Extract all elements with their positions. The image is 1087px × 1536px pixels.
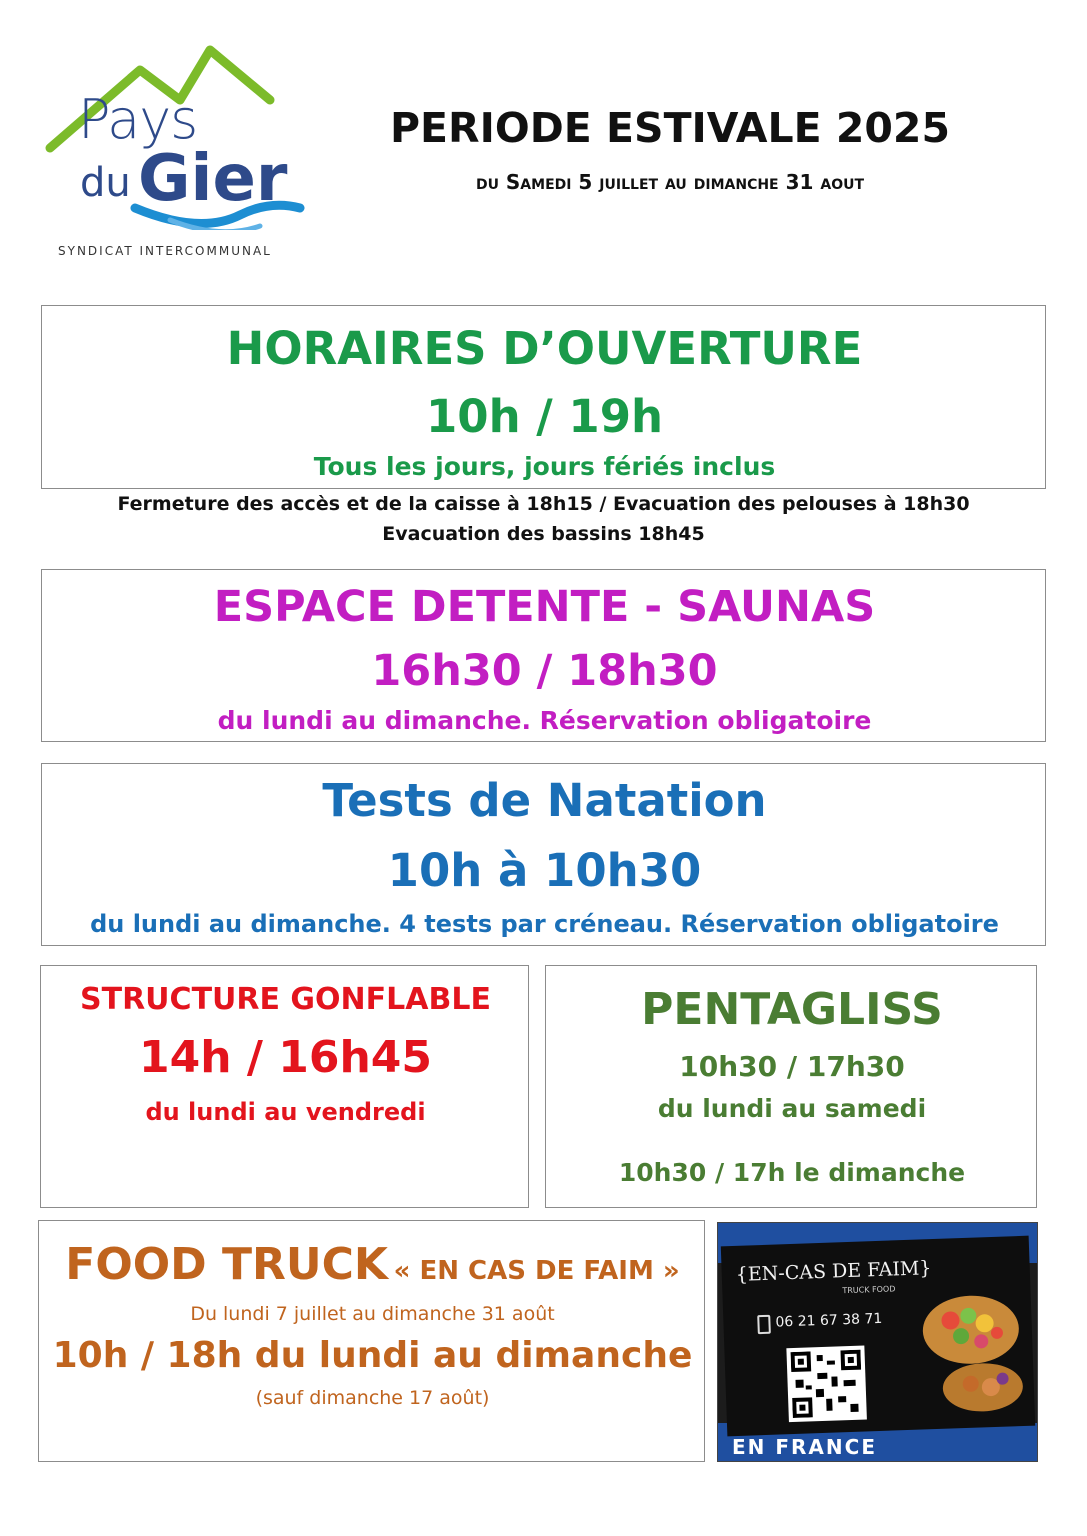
food-truck-dates: Du lundi 7 juillet au dimanche 31 août [190,1303,555,1325]
inflatable-time: 14h / 16h45 [138,1032,433,1083]
pentagliss-sunday: 10h30 / 17h le dimanche [618,1158,966,1187]
logo-text-pays: Pays [78,88,198,151]
pentagliss-box [545,965,1037,1208]
inflatable-title: STRUCTURE GONFLABLE [80,982,491,1017]
food-bowl-icon [907,1286,1026,1420]
saunas-time: 16h30 / 18h30 [371,646,718,696]
logo-subtitle: SYNDICAT INTERCOMMUNAL [58,244,272,258]
pentagliss-title: PENTAGLISS [641,984,943,1035]
opening-hours-title: HORAIRES D’OUVERTURE [226,322,863,375]
opening-hours-box [41,305,1046,489]
card-phone: 06 21 67 38 71 [775,1310,883,1331]
business-card [721,1236,1035,1437]
opening-hours-days: Tous les jours, jours fériés inclus [313,452,776,481]
page-subtitle: du Samedi 5 juillet au dimanche 31 aout [475,170,865,194]
logo-text-gier: Gier [138,142,288,216]
swim-tests-days: du lundi au dimanche. 4 tests par créneau. Réservation obligatoire [90,910,999,938]
closing-note-1: Fermeture des accès et de la caisse à 18h15 / Evacuation des pelouses à 18h30 [117,493,970,515]
saunas-days: du lundi au dimanche. Réservation obligatoire [217,706,872,735]
logo-text-du: du [80,160,131,206]
food-truck-card-photo [717,1222,1038,1462]
food-truck-title-sub: « EN CAS DE FAIM » [393,1256,680,1286]
card-brand: {EN-CAS DE FAIM} [735,1257,932,1286]
food-truck-exception: (sauf dimanche 17 août) [255,1387,490,1409]
food-truck-title [39,1239,706,1290]
food-truck-title-main: FOOD TRUCK [65,1239,389,1290]
saunas-box [41,569,1046,742]
saunas-title: ESPACE DETENTE - SAUNAS [213,582,876,632]
swim-tests-time: 10h à 10h30 [387,844,702,897]
photo-footer-text: EN FRANCE [732,1435,877,1459]
card-tagline: TRUCK FOOD [842,1284,896,1296]
opening-hours-time: 10h / 19h [425,390,664,443]
pentagliss-time: 10h30 / 17h30 [679,1050,905,1083]
phone-icon [757,1315,771,1334]
pentagliss-days: du lundi au samedi [657,1094,927,1123]
swim-tests-title: Tests de Natation [322,774,767,827]
qr-code-icon [786,1345,867,1422]
food-truck-hours: 10h / 18h du lundi au dimanche [52,1335,693,1376]
food-truck-box [38,1220,705,1462]
closing-note-2: Evacuation des bassins 18h45 [382,523,705,545]
inflatable-days: du lundi au vendredi [145,1098,426,1126]
pays-du-gier-logo [30,30,315,285]
inflatable-box [40,965,529,1208]
swim-tests-box [41,763,1046,946]
page-title: PERIODE ESTIVALE 2025 [389,104,950,152]
